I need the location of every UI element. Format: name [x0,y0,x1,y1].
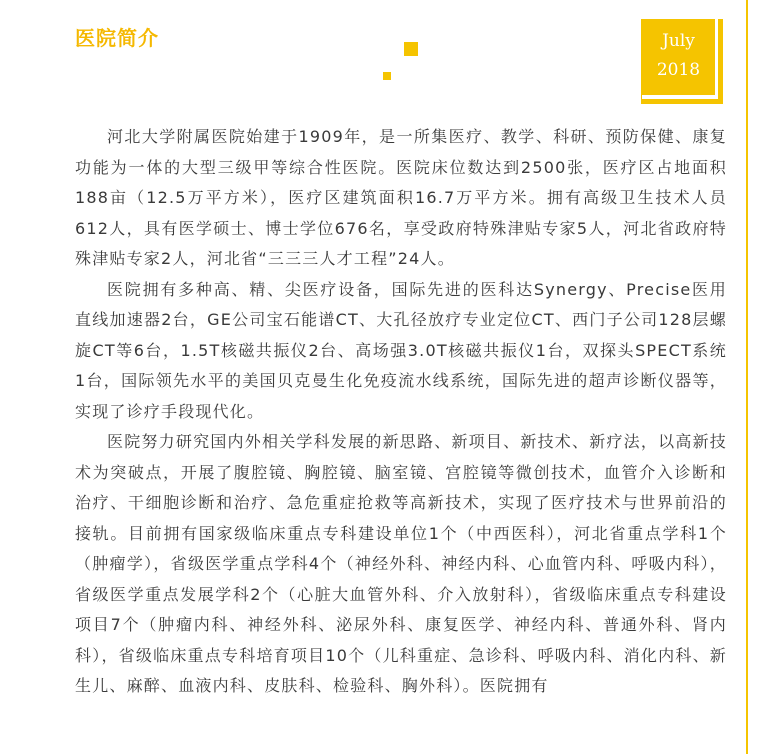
accent-border-line [746,0,748,754]
paragraph: 医院努力研究国内外相关学科发展的新思路、新项目、新技术、新疗法，以高新技术为突破点，开展了腹腔镜、胸腔镜、脑室镜、宫腔镜等微创技术，血管介入诊断和治疗、干细胞诊断和治疗、急危重症抢救等高新技术，实现了医疗技术与世界前沿的接轨。目前拥有国家级临床重点专科建设单位1个（中西医科），河北省重点学科1个（肿瘤学），省级医学重点学科4个（神经外科、神经内科、心血管内科、呼吸内科），省级医学重点发展学科2个（心脏大血管外科、介入放射科），省级临床重点专科建设项目7个（肿瘤内科、神经外科、泌尿外科、康复医学、神经内科、普通外科、肾内科），省级临床重点专科培育项目10个（儿科重症、急诊科、呼吸内科、消化内科、新生儿、麻醉、血液内科、皮肤科、检验科、胸外科）。医院拥有 [75,432,727,695]
section-title: 医院简介 [75,26,159,50]
date-badge-fill [642,19,715,95]
date-month: July [662,31,695,51]
article-body [75,122,727,702]
decorative-square-small [383,72,391,80]
paragraph: 医院拥有多种高、精、尖医疗设备，国际先进的医科达Synergy、Precise医用直线加速器2台，GE公司宝石能谱CT、大孔径放疗专业定位CT、西门子公司128层螺旋CT等6台，1.5T核磁共振仪2台、高场强3.0T核磁共振仪1台，双探头SPECT系统1台，国际领先水平的美国贝克曼生化免疫流水线系统，国际先进的超声诊断仪器等，实现了诊疗手段现代化。 [75,279,727,421]
date-year: 2018 [656,60,701,80]
date-badge [641,19,723,104]
paragraph: 河北大学附属医院始建于1909年，是一所集医疗、教学、科研、预防保健、康复功能为一体的大型三级甲等综合性医院。医院床位数达到2500张，医疗区占地面积188亩（12.5万平方米），医疗区建筑面积16.7万平方米。拥有高级卫生技术人员612人，具有医学硕士、博士学位676名，享受政府特殊津贴专家5人，河北省政府特殊津贴专家2人，河北省“三三三人才工程”24人。 [75,127,727,268]
decorative-square-large [404,42,418,56]
